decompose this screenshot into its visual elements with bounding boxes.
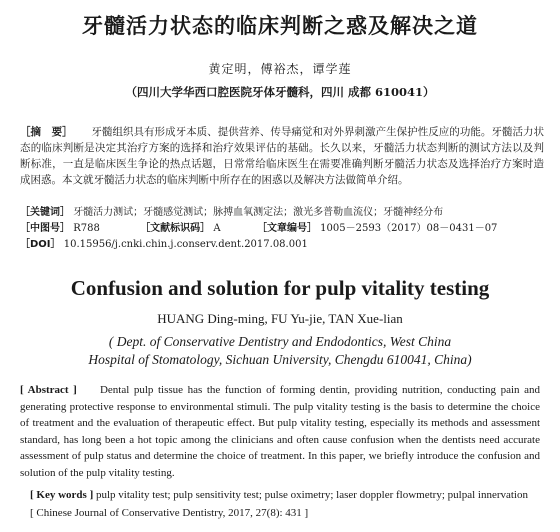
doi-label: ［DOI］ xyxy=(20,239,61,250)
doc-code-value: A xyxy=(213,223,221,234)
english-citation: [ Chinese Journal of Conservative Dentistry, 2017, 27(8): 431 ] xyxy=(30,507,309,519)
doc-code-label: ［文献标识码］ xyxy=(140,223,211,234)
doi-value: 10.15956/j.cnki.chin.j.conserv.dent.2017.08.001 xyxy=(63,239,308,250)
chinese-affiliation: （四川大学华西口腔医院牙体牙髓科，四川 成都 610041） xyxy=(125,85,435,99)
english-abstract xyxy=(20,382,540,481)
chinese-doi-line xyxy=(20,238,544,252)
english-affiliation-line1: ( Dept. of Conservative Dentistry and Endodontics, West China xyxy=(108,334,452,349)
chinese-authors: 黄定明，傅裕杰，谭学莲 xyxy=(208,62,352,76)
english-authors: HUANG Ding-ming, FU Yu-jie, TAN Xue-lian xyxy=(157,311,403,326)
article-number-label: ［文章编号］ xyxy=(256,223,317,234)
chinese-keywords-label: ［关键词］ xyxy=(20,207,70,218)
english-keywords xyxy=(30,488,550,502)
english-keywords-label: [ Key words ] xyxy=(30,489,94,501)
english-abstract-label: [ Abstract ] xyxy=(20,384,77,396)
chinese-keywords xyxy=(20,206,544,220)
clc-value: R788 xyxy=(73,223,100,234)
chinese-abstract-label: ［摘 要］ xyxy=(20,126,73,138)
chinese-abstract-text: 牙髓组织具有形成牙本质、提供营养、传导痛觉和对外界刺激产生保护性反应的功能。牙髓活力状态的临床判断是决定其治疗方案的选择和治疗效果评估的基础。长久以来，牙髓活力状态判断的测试方法以及判断标准，一直是临床医生争论的热点话题，日常常给临床医生在需要准确判断牙髓活力状态及选择治疗方案时造成困惑。本文就牙髓活力状态的临床判断中所存在的困惑以及解决方法做简单介绍。 xyxy=(20,126,545,186)
english-abstract-text: Dental pulp tissue has the function of forming dentin, providing nutrition, conducting pain and generating protective response to environmental stimuli. The pulp vitality testing is the basis to determine the choice of treatment and the evaluation of therapeutic effect. But pulp vitality testing, especially its methods and assessment standard, has long been a hot topic among the clinicians and often cause confusion when the dentists need accurate assessment of pulp status and determine the choice of treatment. In this paper, we briefly introduce the confusion and solution of the pulp vitality testing. xyxy=(20,384,541,479)
chinese-abstract xyxy=(20,124,544,188)
chinese-keywords-text: 牙髓活力测试；牙髓感觉测试；脉搏血氧测定法；激光多普勒血流仪；牙髓神经分布 xyxy=(73,207,444,218)
clc-label: ［中图号］ xyxy=(20,223,70,234)
english-title: Confusion and solution for pulp vitality testing xyxy=(70,276,490,300)
chinese-classification-line xyxy=(20,222,544,236)
english-affiliation-line2: Hospital of Stomatology, Sichuan University, Chengdu 610041, China) xyxy=(88,352,472,367)
english-keywords-text: pulp vitality test; pulp sensitivity test; pulse oximetry; laser doppler flowmetry; pulpal innervation xyxy=(96,489,528,501)
chinese-title: 牙髓活力状态的临床判断之惑及解决之道 xyxy=(82,14,478,38)
article-number-value: 1005－2593（2017）08－0431－07 xyxy=(320,223,498,234)
